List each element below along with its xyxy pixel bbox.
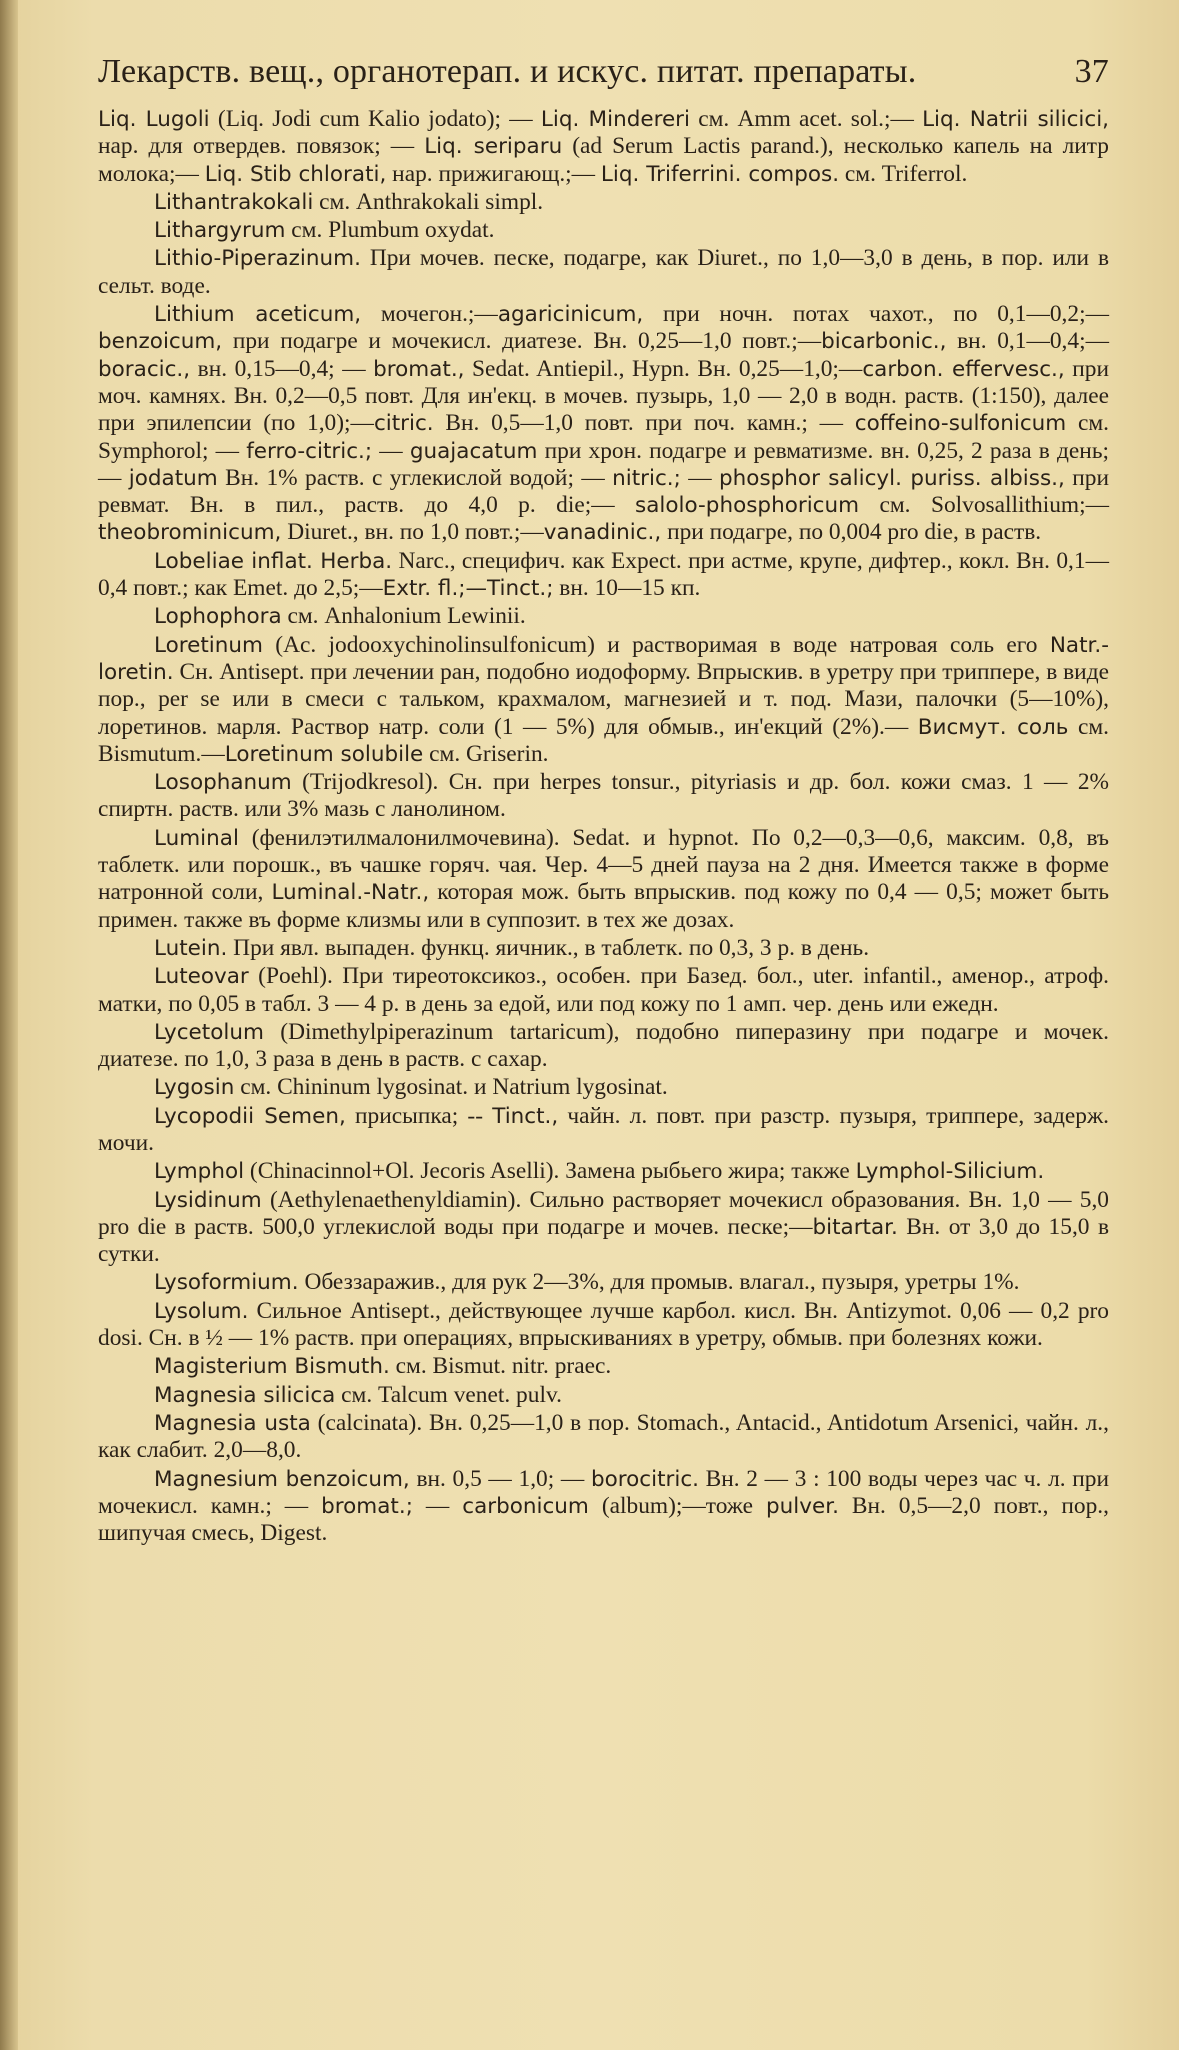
dictionary-entry: [98, 1074, 1109, 1101]
entry-keyword: Lysolum.: [154, 1298, 249, 1324]
entry-text: При явл. выпаден. функц. яичник., в таблетк. по 0,3, 3 р. в день.: [227, 934, 870, 961]
entry-text: Обеззаражив., для рук 2—3%, для промыв. влагал., пузыря, уретры 1%.: [298, 1269, 1020, 1296]
entry-text: (фенилэтилмалонилмочевина). Sedat. и hypnot. По 0,2—0,3—0,6, максим. 0,8, въ таблетк. или порошк., въ чашке горяч. чая. Чер. 4—5 дней пауза на 2 дня. Имеется также в форме натронной соли,: [98, 824, 1109, 906]
entry-keyword: Liq. Stib chlorati,: [204, 161, 387, 187]
entry-keyword: Lithargyrum: [154, 218, 286, 244]
entry-text: (Liq. Jodi cum Kalio jodato); —: [209, 106, 541, 132]
entry-text: при ревмат. Вн. в пил., раств. до 4,0 p. die;—: [98, 464, 1109, 519]
entry-text: см. Chininum lygosinat. и Natrium lygosinat.: [234, 1074, 668, 1101]
dictionary-entry: [98, 106, 1109, 188]
entry-text: —: [680, 464, 720, 491]
entry-keyword: nitric.;: [612, 465, 681, 491]
entry-keyword: Luminal.-Natr.,: [271, 880, 430, 906]
dictionary-entry: [98, 1382, 1109, 1409]
entry-keyword: bitartar.: [812, 1214, 898, 1240]
entry-keyword: coffeino-sulfonicum: [854, 411, 1067, 437]
dictionary-entry: [98, 1019, 1109, 1074]
dictionary-entry: [98, 189, 1109, 216]
dictionary-entry: [98, 1353, 1109, 1380]
entry-keyword: Loretinum solubile: [224, 741, 424, 767]
entry-keyword: boracic.,: [98, 356, 191, 382]
entry-text: (Poehl). При тиреотоксикоз., особен. при Базед. бол., uter. infantil., аменор., атроф. матки, по 0,05 в табл. 3 — 4 р. в день за едой, или под кожу по 1 амп. чер. день или ежедн.: [98, 963, 1109, 1017]
entry-keyword: Lymphol: [154, 1159, 245, 1185]
entry-keyword: Luminal: [154, 825, 239, 851]
entry-keyword: salolo-phosphoricum: [635, 493, 860, 519]
entry-text: Вн. от 3,0 до 15,0 в сутки.: [98, 1213, 1109, 1268]
entry-text: Вн. 0,5—1,0 повт. при поч. камн.; —: [433, 410, 855, 437]
dictionary-entry: [98, 1103, 1109, 1158]
entry-keyword: Liq. Natrii silicici,: [922, 107, 1109, 132]
entry-keyword: Lygosin: [154, 1075, 235, 1101]
entry-keyword: Lysoformium.: [154, 1270, 299, 1296]
entry-keyword: Lysidinum: [154, 1187, 262, 1213]
entry-keyword: ferro-citric.;: [246, 438, 373, 464]
entry-text: см. Triferrol.: [839, 160, 968, 187]
entry-text: (calcinata). Вн. 0,25—1,0 в пор. Stomach., Antacid., Antidotum Arsenici, чайн. л., как слабит. 2,0—8,0.: [98, 1409, 1110, 1464]
entry-keyword: Liq. Triferrini. compos.: [600, 161, 840, 187]
entry-keyword: Lutein.: [154, 935, 228, 961]
entry-keyword: pulver.: [766, 1493, 839, 1519]
entry-text: При мочев. песке, подагре, как Diuret., по 1,0—3,0 в день, в пор. или в сельт. воде.: [98, 245, 1109, 299]
entry-keyword: Liq. Lugoli: [98, 107, 210, 132]
entry-keyword: Liq. seriparu: [424, 134, 563, 160]
entry-keyword: Tinct.,: [492, 1103, 559, 1129]
dictionary-entry: [98, 217, 1109, 244]
entry-keyword: vanadinic.,: [543, 520, 662, 546]
entry-keyword: Extr. fl.;—Tinct.;: [382, 576, 554, 602]
dictionary-entry: [98, 603, 1109, 630]
entry-keyword: bicarbonic.,: [821, 329, 947, 355]
dictionary-entry: [98, 632, 1109, 768]
entry-text: см. Plumbum oxydat.: [285, 217, 495, 244]
entry-keyword: bromat.,: [373, 356, 465, 382]
entry-keyword: carbon. effervesc.,: [862, 356, 1065, 382]
entry-text: вн. 0,15—0,4; —: [190, 355, 374, 382]
page-spine-shadow: [0, 0, 18, 2050]
entry-keyword: Lymphol-Silicium.: [855, 1159, 1045, 1185]
entry-text: которая мож. быть впрыскив. под кожу по 0,4 — 0,5; может быть примен. также въ форме клизмы или в суппозит. в тех же дозах.: [98, 879, 1109, 933]
entry-text: Вн. 2 — 3 : 100 воды через час ч. л. при мочекисл. камн.; —: [98, 1465, 1109, 1519]
entry-keyword: Loretinum: [154, 632, 263, 658]
entry-keyword: Losophanum: [154, 770, 292, 796]
entry-text: (Chinacinnol+Ol. Jecoris Aselli). Замена рыбьего жира; также: [244, 1158, 856, 1185]
entry-keyword: Lycopodii Semen,: [154, 1103, 346, 1129]
dictionary-entry: [98, 301, 1109, 547]
entry-text: вн. 10—15 кп.: [553, 575, 701, 602]
entry-text: Sedat. Antiepil., Hypn. Вн. 0,25—1,0;—: [464, 355, 863, 382]
entry-text: см. Solvosallithium;—: [859, 492, 1109, 519]
dictionary-entry: [98, 548, 1109, 603]
entry-keyword: Magnesium benzoicum,: [154, 1466, 410, 1492]
entry-keyword: guajacatum: [409, 438, 538, 464]
entry-keyword: theobrominicum,: [98, 520, 282, 546]
entry-keyword: Magnesia silicica: [154, 1382, 336, 1408]
entry-keyword: bromat.;: [321, 1493, 413, 1519]
dictionary-entry: [98, 1466, 1109, 1548]
dictionary-entries: [98, 106, 1109, 1547]
entry-text: нар. прижигающ.;—: [386, 160, 601, 187]
entry-text: см. Amm acet. sol.;—: [690, 106, 923, 132]
entry-text: при моч. камнях. Вн. 0,2—0,5 повт. Для ин'екц. в мочев. пузырь, 1,0 — 2,0 в водн. раств. (1:150), далее при эпилепсии (по 1,0);—: [98, 355, 1109, 437]
dictionary-entry: [98, 1269, 1109, 1296]
entry-keyword: jodatum: [128, 465, 218, 491]
entry-text: см. Griserin.: [423, 740, 549, 767]
dictionary-entry: [98, 935, 1109, 962]
dictionary-entry: [98, 1158, 1109, 1185]
entry-text: Сильное Antisept., действующее лучше карбол. кисл. Вн. Antizymot. 0,06 — 0,2 pro dosi. Сн. в ½ — 1% раств. при операциях, впрыскиваниях в уретру, обмыв. при болезнях кожи.: [98, 1297, 1109, 1352]
entry-text: Вн. 0,5—2,0 повт., пор., шипучая смесь, Digest.: [98, 1492, 1109, 1547]
page-number: 37: [1074, 53, 1109, 90]
entry-keyword: Lithium aceticum,: [154, 302, 362, 328]
entry-text: Narc., специфич. как Expect. при астме, крупе, дифтер., кокл. Вн. 0,1—0,4 повт.; как Emet. до 2,5;—: [98, 547, 1109, 602]
entry-text: (Trijodkresol). Сн. при herpes tonsur., pityriasis и др. бол. кожи смаз. 1 — 2% спиртн. раств. или 3% мазь с ланолином.: [98, 769, 1109, 823]
entry-text: см. Anthrakokali simpl.: [313, 188, 544, 215]
entry-text: Сн. Antisept. при лечении ран, подобно иодоформу. Впрыскив. в уретру при триппере, в виде пор., per se или в смеси с тальком, крахмалом, магнезией и т. под. Мази, палочки (5—10%), лоретинов. марля. Раствор натр. соли (1 — 5%) для обмыв., ин'екций (2%).—: [98, 658, 1109, 740]
entry-text: чайн. л. повт. при разстр. пузыря, триппере, задерж. мочи.: [98, 1102, 1109, 1156]
running-head-title: Лекарств. вещ., органотерап. и искус. питат. препараты.: [98, 53, 917, 90]
entry-text: при подагре и мочекисл. диатезе. Вн. 0,25—1,0 повт.;—: [222, 328, 822, 355]
entry-keyword: Lophophora: [154, 604, 282, 630]
entry-text: нар. для отвердев. повязок; —: [98, 133, 425, 160]
entry-text: вн. 0,1—0,4;—: [946, 328, 1109, 355]
entry-keyword: Natr.-loretin.: [98, 632, 1109, 685]
dictionary-entry: [98, 825, 1109, 934]
entry-text: присыпка; --: [345, 1102, 493, 1129]
dictionary-entry: [98, 1187, 1109, 1269]
entry-keyword: carbonicum: [462, 1493, 589, 1519]
entry-text: см. Symphorol; —: [98, 410, 1109, 464]
entry-keyword: Lobeliae inflat. Herba.: [154, 548, 393, 574]
entry-keyword: Lycetolum: [154, 1019, 264, 1045]
entry-keyword: phosphor salicyl. puriss. albiss.,: [719, 465, 1065, 491]
entry-keyword: Luteovar: [154, 964, 249, 990]
entry-text: Diuret., вн. по 1,0 повт.;—: [281, 519, 544, 546]
entry-text: вн. 0,5 — 1,0; —: [409, 1465, 591, 1492]
entry-text: (Aethylenaethenyldiamin). Сильно растворяет мочекисл образования. Вн. 1,0 — 5,0 pro die в раств. 500,0 углекислой воды при подагре и мочев. песке;—: [98, 1186, 1109, 1240]
entry-keyword: Lithantrakokali: [154, 189, 314, 215]
entry-keyword: benzoicum,: [98, 329, 223, 355]
entry-text: —: [372, 437, 410, 464]
dictionary-entry: [98, 769, 1109, 824]
entry-text: см. Anhalonium Lewinii.: [281, 603, 526, 630]
entry-text: Вн. 1% раств. с углекислой водой; —: [217, 464, 613, 491]
entry-keyword: citric.: [373, 411, 434, 437]
entry-text: при подагре, по 0,004 pro die, в раств.: [661, 519, 1042, 546]
entry-keyword: Lithio-Piperazinum.: [154, 246, 361, 272]
dictionary-entry: [98, 1410, 1109, 1465]
entry-text: (Dimethylpiperazinum tartaricum), подобно пиперазину при подагре и мочек. диатезе. по 1,0, 3 раза в день в раств. с сахар.: [98, 1018, 1109, 1073]
entry-text: см. Bismut. nitr. praec.: [389, 1353, 612, 1380]
entry-text: см. Bismutum.—: [98, 713, 1109, 767]
entry-keyword: Magnesia usta: [154, 1410, 311, 1436]
dictionary-entry: [98, 963, 1109, 1018]
entry-keyword: Magisterium Bismuth.: [154, 1354, 390, 1380]
entry-text: (album);—тоже: [588, 1492, 766, 1519]
dictionary-entry: [98, 245, 1109, 300]
entry-text: (ad Serum Lactis parand.), несколько капель на литр молока;—: [98, 133, 1109, 187]
entry-text: при ночн. потах чахот., по 0,1—0,2;—: [643, 301, 1109, 328]
entry-text: мочегон.;—: [361, 301, 498, 328]
entry-text: (Ac. jodooxychinolinsulfonicum) и растворимая в воде натровая соль его: [262, 631, 1050, 658]
entry-keyword: Висмут. соль: [917, 714, 1069, 740]
entry-text: при хрон. подагре и ревматизме. вн. 0,25, 2 раза в день;—: [98, 437, 1109, 491]
entry-keyword: agaricinicum,: [497, 302, 644, 328]
entry-text: —: [412, 1492, 463, 1519]
running-head: [98, 52, 1109, 92]
entry-keyword: Liq. Mindereri: [540, 107, 690, 132]
entry-keyword: borocitric.: [590, 1466, 699, 1492]
dictionary-entry: [98, 1298, 1109, 1353]
entry-text: см. Talcum venet. pulv.: [335, 1381, 562, 1408]
